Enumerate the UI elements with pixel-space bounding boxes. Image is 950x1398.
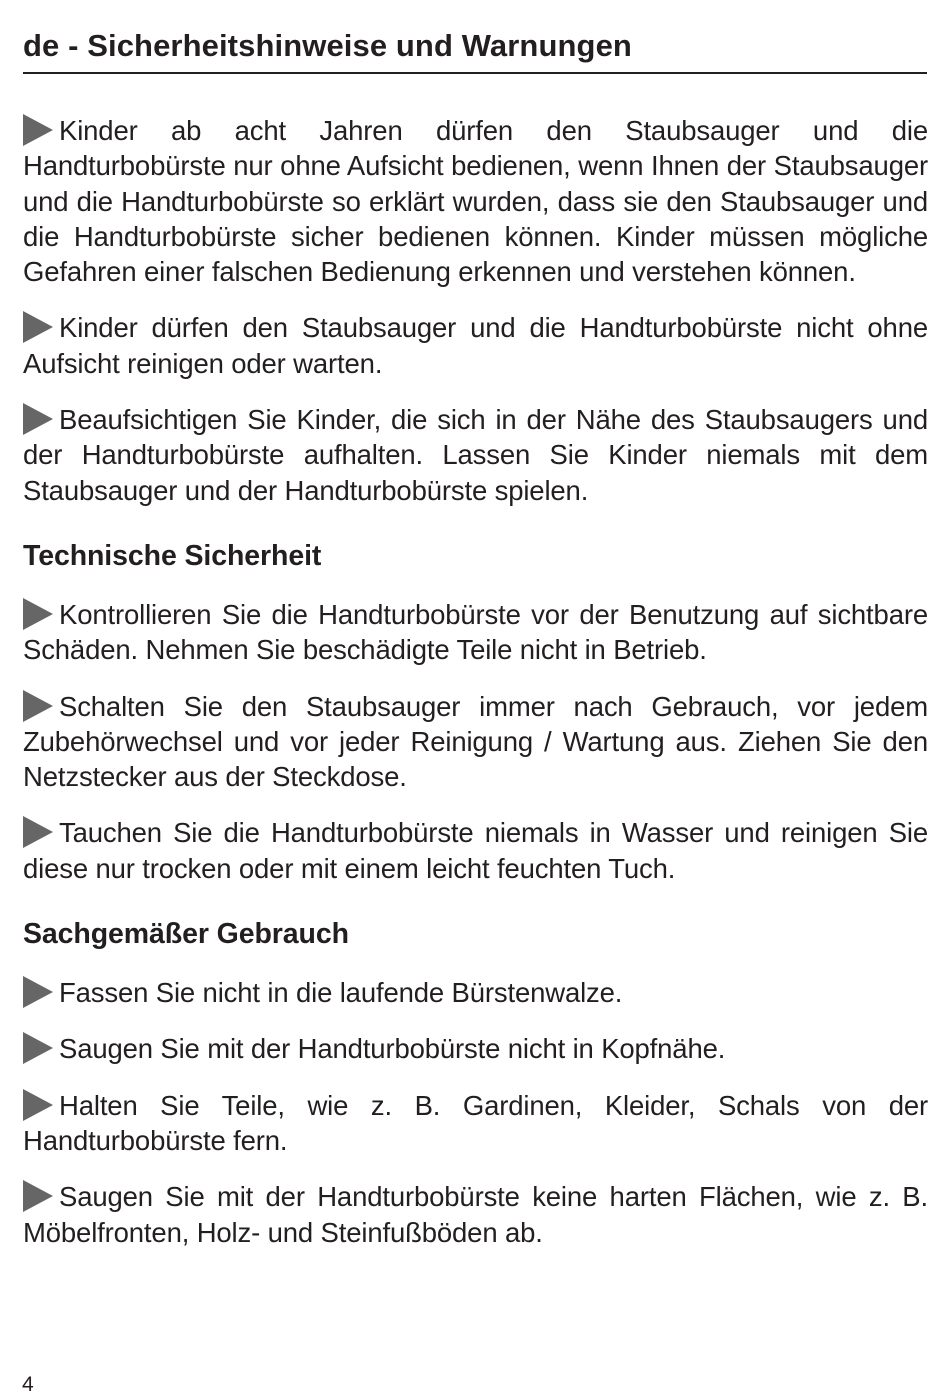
section-children-safety <box>23 113 928 508</box>
arrow-bullet-icon <box>23 690 53 722</box>
section-technical-safety <box>23 538 928 886</box>
warning-paragraph <box>23 310 928 381</box>
arrow-bullet-icon <box>23 816 53 848</box>
warning-paragraph <box>23 1088 928 1159</box>
warning-text: Saugen Sie mit der Handturbobürste nicht in Kopfnähe. <box>59 1033 726 1065</box>
arrow-bullet-icon <box>23 403 53 435</box>
warning-paragraph <box>23 689 928 795</box>
arrow-bullet-icon <box>23 1089 53 1121</box>
warning-paragraph <box>23 975 928 1010</box>
warning-text: Kinder dürfen den Staubsauger und die Handturbobürste nicht ohne Aufsicht reinigen oder warten. <box>23 312 928 379</box>
warning-text: Saugen Sie mit der Handturbobürste keine harten Flächen, wie z. B. Möbelfronten, Holz- und Steinfußböden ab. <box>23 1181 928 1248</box>
section-heading: Technische Sicherheit <box>23 539 322 572</box>
warning-paragraph <box>23 815 928 886</box>
page-title: de - Sicherheitshinweise und Warnungen <box>23 28 632 63</box>
warning-paragraph <box>23 597 928 668</box>
section-heading: Sachgemäßer Gebrauch <box>23 918 349 951</box>
page-number: 4 <box>22 1373 34 1396</box>
warning-text: Beaufsichtigen Sie Kinder, die sich in der Nähe des Staubsaugers und der Handturbobürste aufhalten. Lassen Sie Kinder niemals mit dem Staubsauger und der Handturbobürste spielen. <box>23 404 928 506</box>
page-header <box>23 26 927 74</box>
warning-paragraph <box>23 1179 928 1250</box>
arrow-bullet-icon <box>23 311 53 343</box>
warning-text: Fassen Sie nicht in die laufende Bürstenwalze. <box>59 977 623 1009</box>
warning-paragraph <box>23 402 928 508</box>
document-body <box>23 113 928 1271</box>
arrow-bullet-icon <box>23 1180 53 1212</box>
arrow-bullet-icon <box>23 1032 53 1064</box>
warning-text: Schalten Sie den Staubsauger immer nach Gebrauch, vor jedem Zubehörwechsel und vor jeder Reinigung / Wartung aus. Ziehen Sie den Netzstecker aus der Steckdose. <box>23 690 928 793</box>
warning-text: Kinder ab acht Jahren dürfen den Staubsauger und die Handturbobürste nur ohne Aufsicht bedienen, wenn Ihnen der Staubsauger und die Handturbobürste so erklärt wurden, dass sie den Staubsauger und die Handturbobürste sicher bedienen können. Kinder müssen mögliche Gefahren einer falschen Bedienung erkennen und verstehen können. <box>23 115 928 288</box>
arrow-bullet-icon <box>23 114 53 146</box>
section-proper-use <box>23 916 928 1250</box>
warning-text: Halten Sie Teile, wie z. B. Gardinen, Kleider, Schals von der Handturbobürste fern. <box>23 1089 928 1156</box>
warning-text: Kontrollieren Sie die Handturbobürste vor der Benutzung auf sichtbare Schäden. Nehmen Sie beschädigte Teile nicht in Betrieb. <box>23 598 928 666</box>
warning-text: Tauchen Sie die Handturbobürste niemals in Wasser und reinigen Sie diese nur trocken oder mit einem leicht feuchten Tuch. <box>23 817 928 884</box>
warning-paragraph <box>23 1031 928 1066</box>
warning-paragraph <box>23 113 928 289</box>
arrow-bullet-icon <box>23 976 53 1008</box>
arrow-bullet-icon <box>23 598 53 630</box>
